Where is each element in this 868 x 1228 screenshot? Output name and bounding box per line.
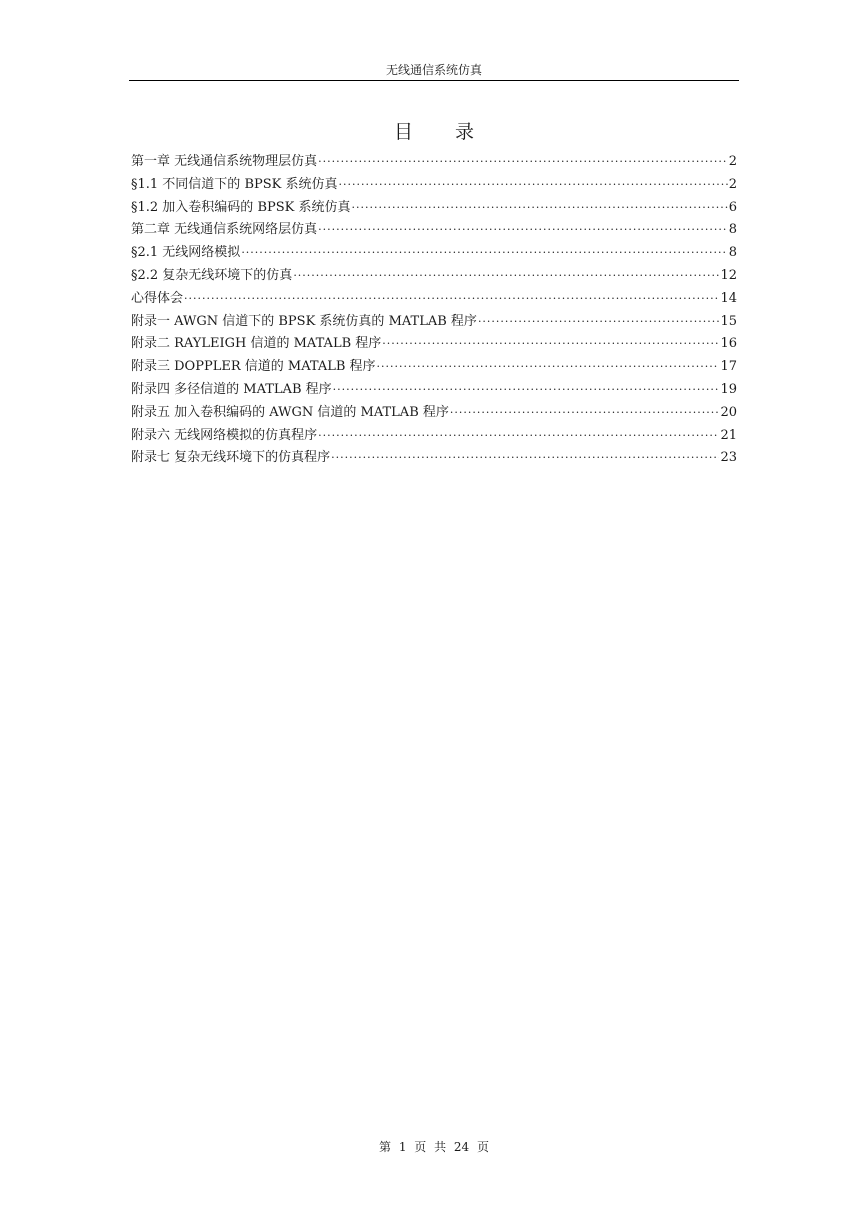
toc-entry-page: 17 bbox=[720, 359, 737, 375]
toc-entry-page: 16 bbox=[720, 336, 737, 352]
toc-title: 目 录 bbox=[393, 121, 493, 143]
toc-entry-chapter-1[interactable] bbox=[131, 151, 737, 174]
toc-entry-appendix-6[interactable] bbox=[131, 425, 737, 448]
toc-entry-reflections[interactable] bbox=[131, 288, 737, 311]
toc-entry-chapter-2[interactable] bbox=[131, 219, 737, 242]
toc-entry-appendix-7[interactable] bbox=[131, 447, 737, 470]
toc-entry-page: 23 bbox=[720, 450, 737, 466]
toc-leader-dots bbox=[241, 242, 727, 265]
toc-leader-dots bbox=[293, 265, 719, 288]
table-of-contents bbox=[131, 151, 737, 470]
toc-leader-dots bbox=[318, 151, 728, 174]
toc-leader-dots bbox=[382, 333, 719, 356]
toc-entry-section-2-2[interactable] bbox=[131, 265, 737, 288]
running-header bbox=[129, 62, 739, 81]
toc-leader-dots bbox=[339, 174, 728, 197]
toc-leader-dots bbox=[478, 311, 720, 334]
toc-entry-label: 附录一 AWGN 信道下的 BPSK 系统仿真的 MATLAB 程序 bbox=[131, 313, 477, 329]
toc-entry-page: 20 bbox=[720, 404, 737, 420]
toc-entry-label: §2.1 无线网络模拟 bbox=[131, 245, 241, 261]
page-indicator: 第 1 页 共 24 页 bbox=[379, 1140, 489, 1154]
toc-entry-page: 21 bbox=[720, 427, 737, 443]
toc-entry-label: 附录三 DOPPLER 信道的 MATALB 程序 bbox=[131, 359, 376, 375]
toc-entry-label: 第二章 无线通信系统网络层仿真 bbox=[131, 222, 318, 238]
toc-entry-page: 19 bbox=[720, 381, 737, 397]
toc-entry-appendix-4[interactable] bbox=[131, 379, 737, 402]
toc-entry-page: 15 bbox=[720, 313, 737, 329]
toc-entry-page: 8 bbox=[728, 222, 737, 238]
toc-entry-label: §2.2 复杂无线环境下的仿真 bbox=[131, 267, 293, 283]
toc-entry-label: 附录七 复杂无线环境下的仿真程序 bbox=[131, 450, 331, 466]
toc-entry-appendix-1[interactable] bbox=[131, 311, 737, 334]
toc-entry-page: 8 bbox=[728, 245, 737, 261]
toc-leader-dots bbox=[318, 425, 719, 448]
running-title: 无线通信系统仿真 bbox=[385, 63, 482, 77]
toc-leader-dots bbox=[331, 447, 719, 470]
toc-entry-label: 附录二 RAYLEIGH 信道的 MATALB 程序 bbox=[131, 336, 382, 352]
toc-entry-label: 附录四 多径信道的 MATLAB 程序 bbox=[131, 381, 332, 397]
toc-entry-page: 12 bbox=[720, 267, 737, 283]
toc-entry-page: 14 bbox=[720, 290, 737, 306]
toc-entry-label: §1.2 加入卷积编码的 BPSK 系统仿真 bbox=[131, 199, 351, 215]
toc-entry-page: 6 bbox=[728, 199, 737, 215]
toc-leader-dots bbox=[184, 288, 719, 311]
toc-entry-section-1-1[interactable] bbox=[131, 174, 737, 197]
toc-entry-label: 附录五 加入卷积编码的 AWGN 信道的 MATLAB 程序 bbox=[131, 404, 449, 420]
toc-entry-appendix-2[interactable] bbox=[131, 333, 737, 356]
toc-entry-label: 附录六 无线网络模拟的仿真程序 bbox=[131, 427, 318, 443]
toc-leader-dots bbox=[450, 402, 720, 425]
toc-entry-label: 心得体会 bbox=[131, 290, 184, 306]
toc-leader-dots bbox=[333, 379, 720, 402]
toc-leader-dots bbox=[377, 356, 720, 379]
toc-entry-page: 2 bbox=[728, 154, 737, 169]
toc-entry-section-2-1[interactable] bbox=[131, 242, 737, 265]
toc-entry-section-1-2[interactable] bbox=[131, 197, 737, 220]
toc-entry-page: 2 bbox=[728, 176, 737, 192]
toc-leader-dots bbox=[352, 197, 728, 220]
toc-entry-appendix-5[interactable] bbox=[131, 402, 737, 425]
toc-entry-appendix-3[interactable] bbox=[131, 356, 737, 379]
toc-entry-label: §1.1 不同信道下的 BPSK 系统仿真 bbox=[131, 176, 338, 192]
toc-leader-dots bbox=[318, 219, 728, 242]
toc-entry-label: 第一章 无线通信系统物理层仿真 bbox=[131, 154, 318, 169]
page-footer bbox=[0, 1138, 868, 1155]
